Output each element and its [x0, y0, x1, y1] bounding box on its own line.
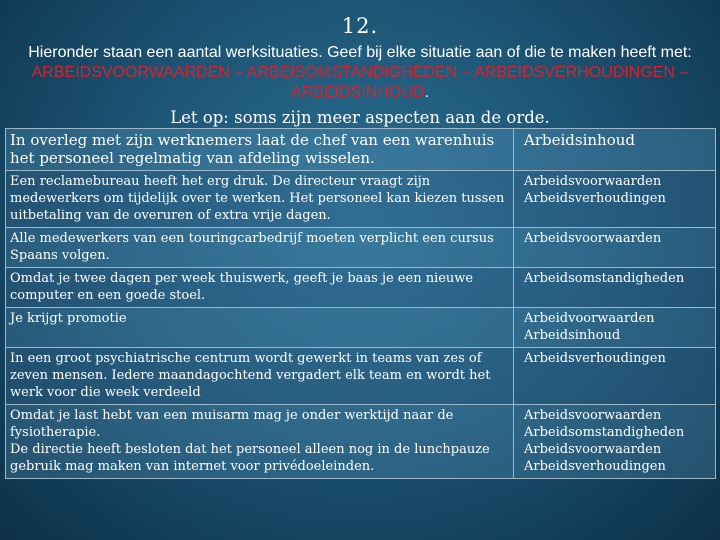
- situation-cell: Alle medewerkers van een touringcarbedrijf moeten verplicht een cursus Spaans volgen.: [6, 228, 514, 268]
- answer-cell: [514, 268, 716, 308]
- answer-label: Arbeidsvoorwaarden: [524, 174, 662, 189]
- answer-cell: [514, 405, 716, 479]
- answer-cell: [514, 171, 716, 228]
- answer-cell: [514, 228, 716, 268]
- intro-categories: ARBEIDSVOORWAARDEN – ARBEISOMSTANDIGHEDEN – ARBEIDSVERHOUDINGEN – ARBEIDSINHOUD: [31, 64, 689, 101]
- answer-cell: [514, 308, 716, 348]
- answer-label: Arbeidsverhoudingen: [524, 191, 666, 206]
- situation-text: Omdat je last hebt van een muisarm mag je onder werktijd naar de fysiotherapie.: [10, 408, 454, 440]
- answer-label: Arbeidsvoorwaarden: [524, 442, 662, 457]
- answer-label: Arbeidsverhoudingen: [524, 459, 666, 474]
- intro-instruction: Hieronder staan een aantal werksituaties. Geef bij elke situatie aan of die te maken heeft met:: [28, 44, 692, 61]
- table-row: [6, 405, 716, 479]
- note-text: Let op: soms zijn meer aspecten aan de orde.: [170, 108, 550, 127]
- slide-number: 12.: [341, 14, 379, 38]
- table-row: [6, 348, 716, 405]
- situations-table: [5, 128, 716, 479]
- table-row: [6, 308, 716, 348]
- situation-cell: In overleg met zijn werknemers laat de chef van een warenhuis het personeel regelmatig van afdeling wisselen.: [6, 129, 514, 171]
- intro-text: [14, 43, 706, 103]
- answer-label: Arbeidsverhoudingen: [524, 351, 666, 366]
- situation-cell: Een reclamebureau heeft het erg druk. De directeur vraagt zijn medewerkers om tijdelijk over te werken. Het personeel kan kiezen tussen uitbetaling van de overuren of extra vrije dagen.: [6, 171, 514, 228]
- answer-label: Arbeidsvoorwaarden: [524, 231, 662, 246]
- answer-label: Arbeidsinhoud: [524, 328, 621, 343]
- answer-label: Arbeidsomstandigheden: [524, 425, 685, 440]
- answer-label: Arbeidsvoorwaarden: [524, 408, 662, 423]
- answer-label: Arbeidsomstandigheden: [524, 271, 685, 286]
- answer-label: Arbeidsinhoud: [524, 131, 635, 149]
- situation-text: De directie heeft besloten dat het personeel alleen nog in de lunchpauze gebruik mag maken van internet voor privédoeleinden.: [10, 442, 490, 474]
- intro-end: .: [424, 84, 429, 101]
- situation-cell: Je krijgt promotie: [6, 308, 514, 348]
- table-row: [6, 171, 716, 228]
- table-row: [6, 228, 716, 268]
- answer-label: Arbeidvoorwaarden: [524, 311, 655, 326]
- answer-cell: [514, 348, 716, 405]
- situation-cell: Omdat je twee dagen per week thuiswerk, geeft je baas je een nieuwe computer en een goede stoel.: [6, 268, 514, 308]
- answer-cell: [514, 129, 716, 171]
- situation-cell: In een groot psychiatrische centrum wordt gewerkt in teams van zes of zeven mensen. Iedere maandagochtend vergadert elk team en wordt het werk voor die week verdeeld: [6, 348, 514, 405]
- situation-cell: [6, 405, 514, 479]
- table-row: [6, 268, 716, 308]
- table-row: [6, 129, 716, 171]
